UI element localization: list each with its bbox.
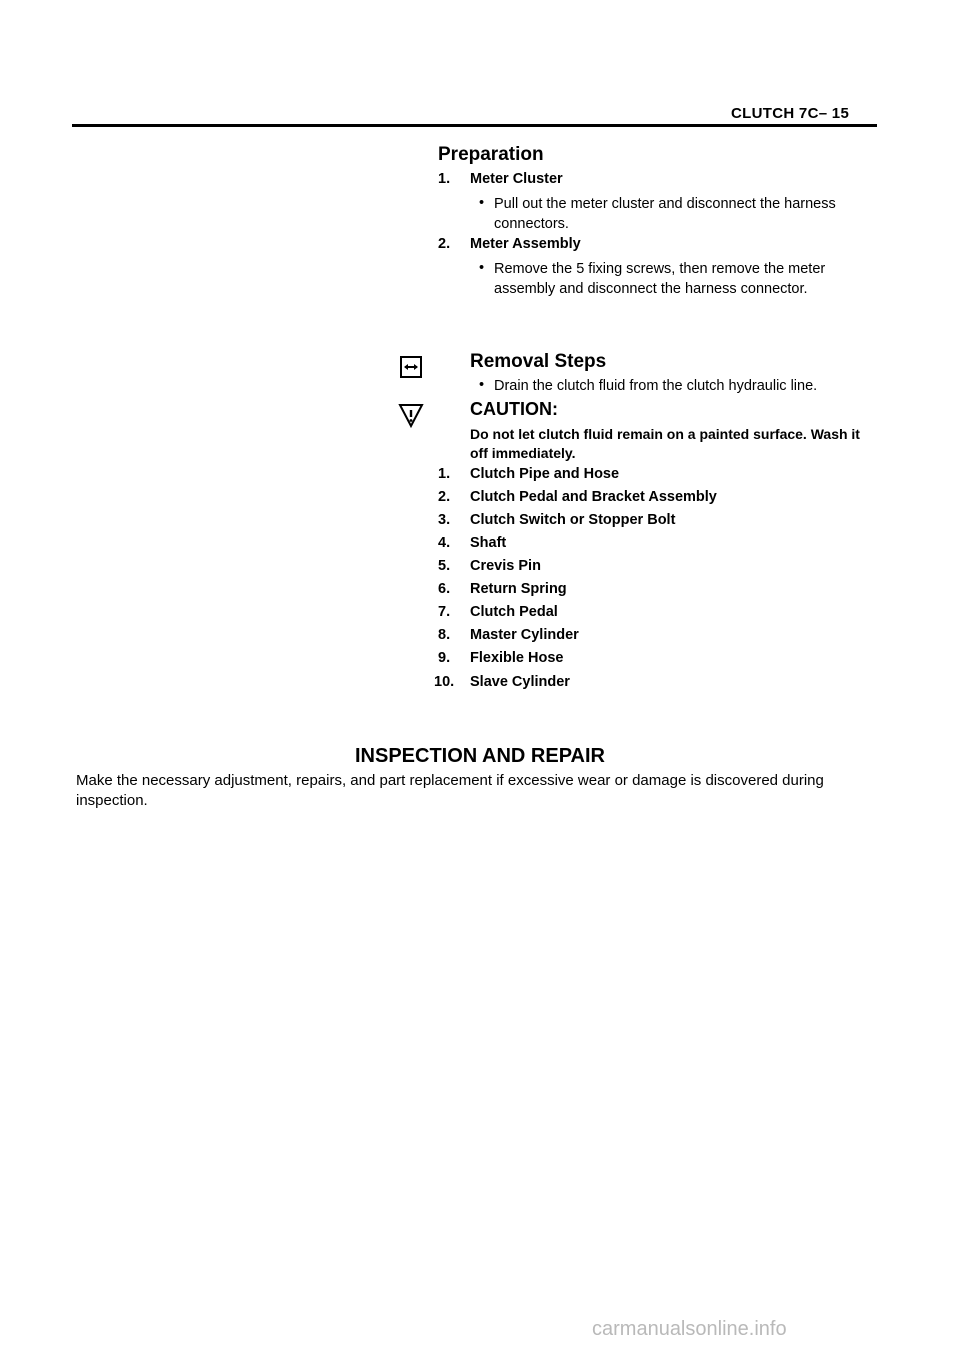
- removal-bullet: Drain the clutch fluid from the clutch hydraulic line.: [494, 378, 818, 394]
- prep-item-bullet: Remove the 5 fixing screws, then remove the meter assembly and disconnect the harness connector.: [494, 261, 826, 297]
- inspection-text: Make the necessary adjustment, repairs, and part replacement if excessive wear or damage is discovered during inspection.: [76, 772, 824, 809]
- step-label: Clutch Switch or Stopper Bolt: [470, 512, 676, 528]
- inspection-heading: INSPECTION AND REPAIR: [354, 745, 606, 767]
- step-number: 7.: [438, 604, 451, 620]
- prep-item-title: Meter Cluster: [470, 171, 563, 187]
- prep-item-bullet: Pull out the meter cluster and disconnect the harness connectors.: [494, 196, 836, 232]
- step-label: Clutch Pedal: [470, 604, 558, 620]
- bullet-dot: •: [479, 195, 485, 211]
- prep-item-title: Meter Assembly: [470, 236, 581, 252]
- step-number: 6.: [438, 581, 451, 597]
- caution-heading: CAUTION:: [470, 399, 558, 419]
- step-number: 9.: [438, 650, 451, 666]
- step-number: 4.: [438, 535, 451, 551]
- step-label: Master Cylinder: [470, 627, 579, 643]
- header-rule: [72, 124, 877, 127]
- caution-triangle-icon: [398, 402, 424, 428]
- step-label: Flexible Hose: [470, 650, 564, 666]
- step-number: 3.: [438, 512, 451, 528]
- step-label: Return Spring: [470, 581, 567, 597]
- watermark: carmanualsonline.info: [592, 1318, 787, 1340]
- bullet-dot: •: [479, 260, 485, 276]
- step-number: 1.: [438, 466, 451, 482]
- removal-heading: Removal Steps: [470, 351, 607, 372]
- step-label: Shaft: [470, 535, 507, 551]
- step-label: Slave Cylinder: [470, 674, 570, 690]
- preparation-heading: Preparation: [438, 144, 544, 165]
- step-label: Clutch Pipe and Hose: [470, 466, 620, 482]
- step-number: 8.: [438, 627, 451, 643]
- step-label: Crevis Pin: [470, 558, 541, 574]
- running-header: CLUTCH 7C– 15: [731, 105, 850, 122]
- step-label: Clutch Pedal and Bracket Assembly: [470, 489, 717, 505]
- bullet-dot: •: [479, 377, 485, 393]
- step-number: 2.: [438, 489, 451, 505]
- removal-arrows-icon: [400, 356, 422, 378]
- step-number: 5.: [438, 558, 451, 574]
- caution-text: Do not let clutch fluid remain on a painted surface. Wash it off immediately.: [470, 426, 860, 461]
- prep-item-number: 1.: [438, 171, 451, 187]
- step-number: 10.: [434, 674, 455, 690]
- prep-item-number: 2.: [438, 236, 451, 252]
